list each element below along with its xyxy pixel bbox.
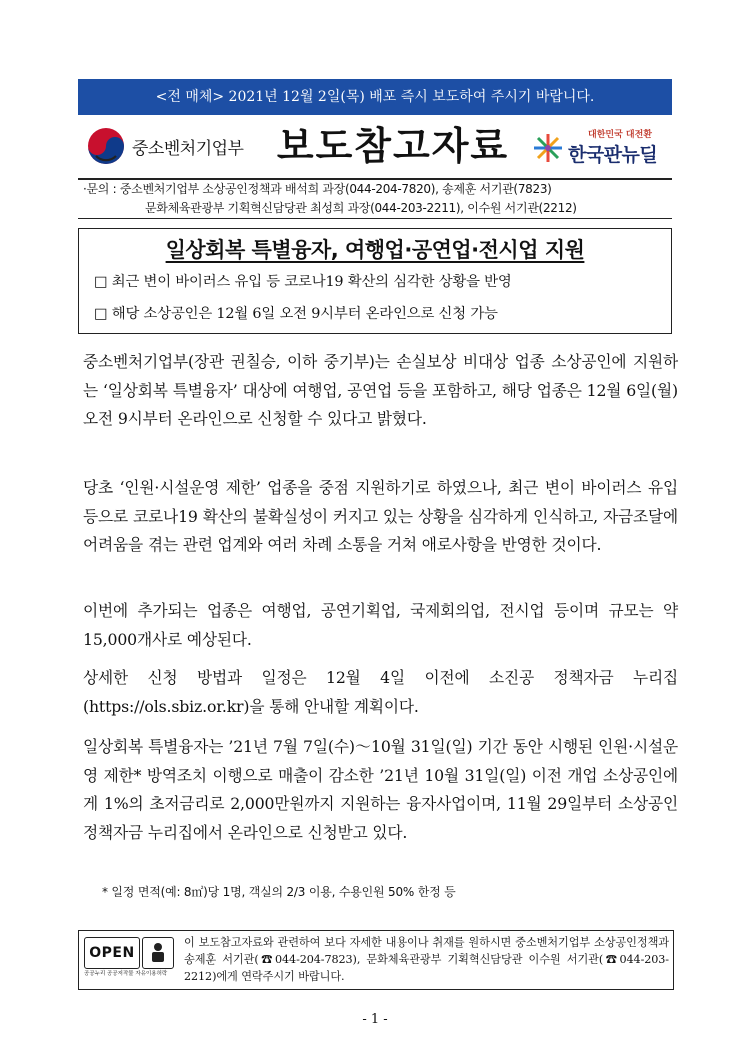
attribution-icon	[142, 937, 174, 969]
summary-bullet: □ 최근 변이 바이러스 유입 등 코로나19 확산의 심각한 상황을 반영	[94, 274, 512, 290]
footnote: * 일정 면적(예: 8㎡)당 1명, 객실의 2/3 이용, 수용인원 50% 한정 등	[102, 885, 456, 899]
headline	[78, 234, 672, 264]
korean-new-deal-logo	[532, 126, 682, 170]
ministry-name: 중소벤처기업부	[132, 138, 244, 159]
contact-rule	[78, 218, 672, 219]
open-sub-label: 공공누리 공공저작물 자유이용허락	[84, 971, 168, 977]
kogl-open-logo	[84, 937, 176, 981]
body-paragraph: 당초 ‘인원·시설운영 제한’ 업종을 중점 지원하기로 하였으나, 최근 변이 바이러스 유입 등으로 코로나19 확산의 불확실성이 커지고 있는 상황을 심각하게 인식하고, 자금조달에 어려움을 겪는 관련 업계와 여러 차례 소통을 거쳐 애로사항을 반영한 것이다.	[83, 478, 678, 554]
open-label: OPEN	[84, 937, 140, 969]
contact-line-sme: ·문의 : 중소벤처기업부 소상공인정책과 배석희 과장(044-204-7820), 송제훈 서기관(7823)	[83, 182, 552, 196]
document-type-title: 보도참고자료	[276, 123, 510, 168]
contact-line-culture: 문화체육관광부 기획혁신담당관 최성희 과장(044-203-2211), 이수원 서기관(2212)	[145, 201, 577, 215]
footer-contact-text: 이 보도참고자료와 관련하여 보다 자세한 내용이나 취재를 원하시면 중소벤처기업부 소상공인정책과 송제훈 서기관(☎044-204-7823), 문화체육관광부 기획혁신담당관 이수원 서기관(☎044-203-2212)에게 연락주시기 바랍니다.	[184, 936, 669, 983]
new-deal-star-icon	[532, 132, 564, 164]
campaign-subtitle: 대한민국 대전환	[588, 130, 652, 140]
page-number: - 1 -	[362, 1012, 388, 1027]
body-paragraph: 중소벤처기업부(장관 권칠승, 이하 중기부)는 손실보상 비대상 업종 소상공인에 지원하는 ‘일상회복 특별융자’ 대상에 여행업, 공연업 등을 포함하고, 해당 업종은 12월 6일(월) 오전 9시부터 온라인으로 신청할 수 있다고 밝혔다.	[83, 352, 678, 428]
body-paragraph: 일상회복 특별융자는 ’21년 7월 7일(수)～10월 31일(일) 기간 동안 시행된 인원·시설운영 제한* 방역조치 이행으로 매출이 감소한 ’21년 10월 31일(일) 이전 개업 소상공인에게 1%의 초저금리로 2,000만원까지 지원하는 융자사업이며, 11월 29일부터 소상공인 정책자금 누리집에서 온라인으로 신청받고 있다.	[83, 737, 678, 842]
body-paragraph: 상세한 신청 방법과 일정은 12월 4일 이전에 소진공 정책자금 누리집(https://ols.sbiz.or.kr)을 통해 안내할 계획이다.	[83, 668, 678, 716]
taegeuk-emblem-icon	[86, 126, 126, 166]
campaign-name: 한국판뉴딜	[568, 144, 658, 166]
distribution-banner: <전 매체> 2021년 12월 2일(목) 배포 즉시 보도하여 주시기 바랍니다.	[78, 79, 672, 115]
body-paragraph: 이번에 추가되는 업종은 여행업, 공연기획업, 국제회의업, 전시업 등이며 규모는 약 15,000개사로 예상된다.	[83, 601, 678, 649]
summary-bullet: □ 해당 소상공인은 12월 6일 오전 9시부터 온라인으로 신청 가능	[94, 306, 498, 322]
headline-text: 일상회복 특별융자, 여행업·공연업·전시업 지원	[165, 238, 585, 262]
person-icon	[148, 942, 168, 964]
ministry-logo	[86, 124, 296, 168]
